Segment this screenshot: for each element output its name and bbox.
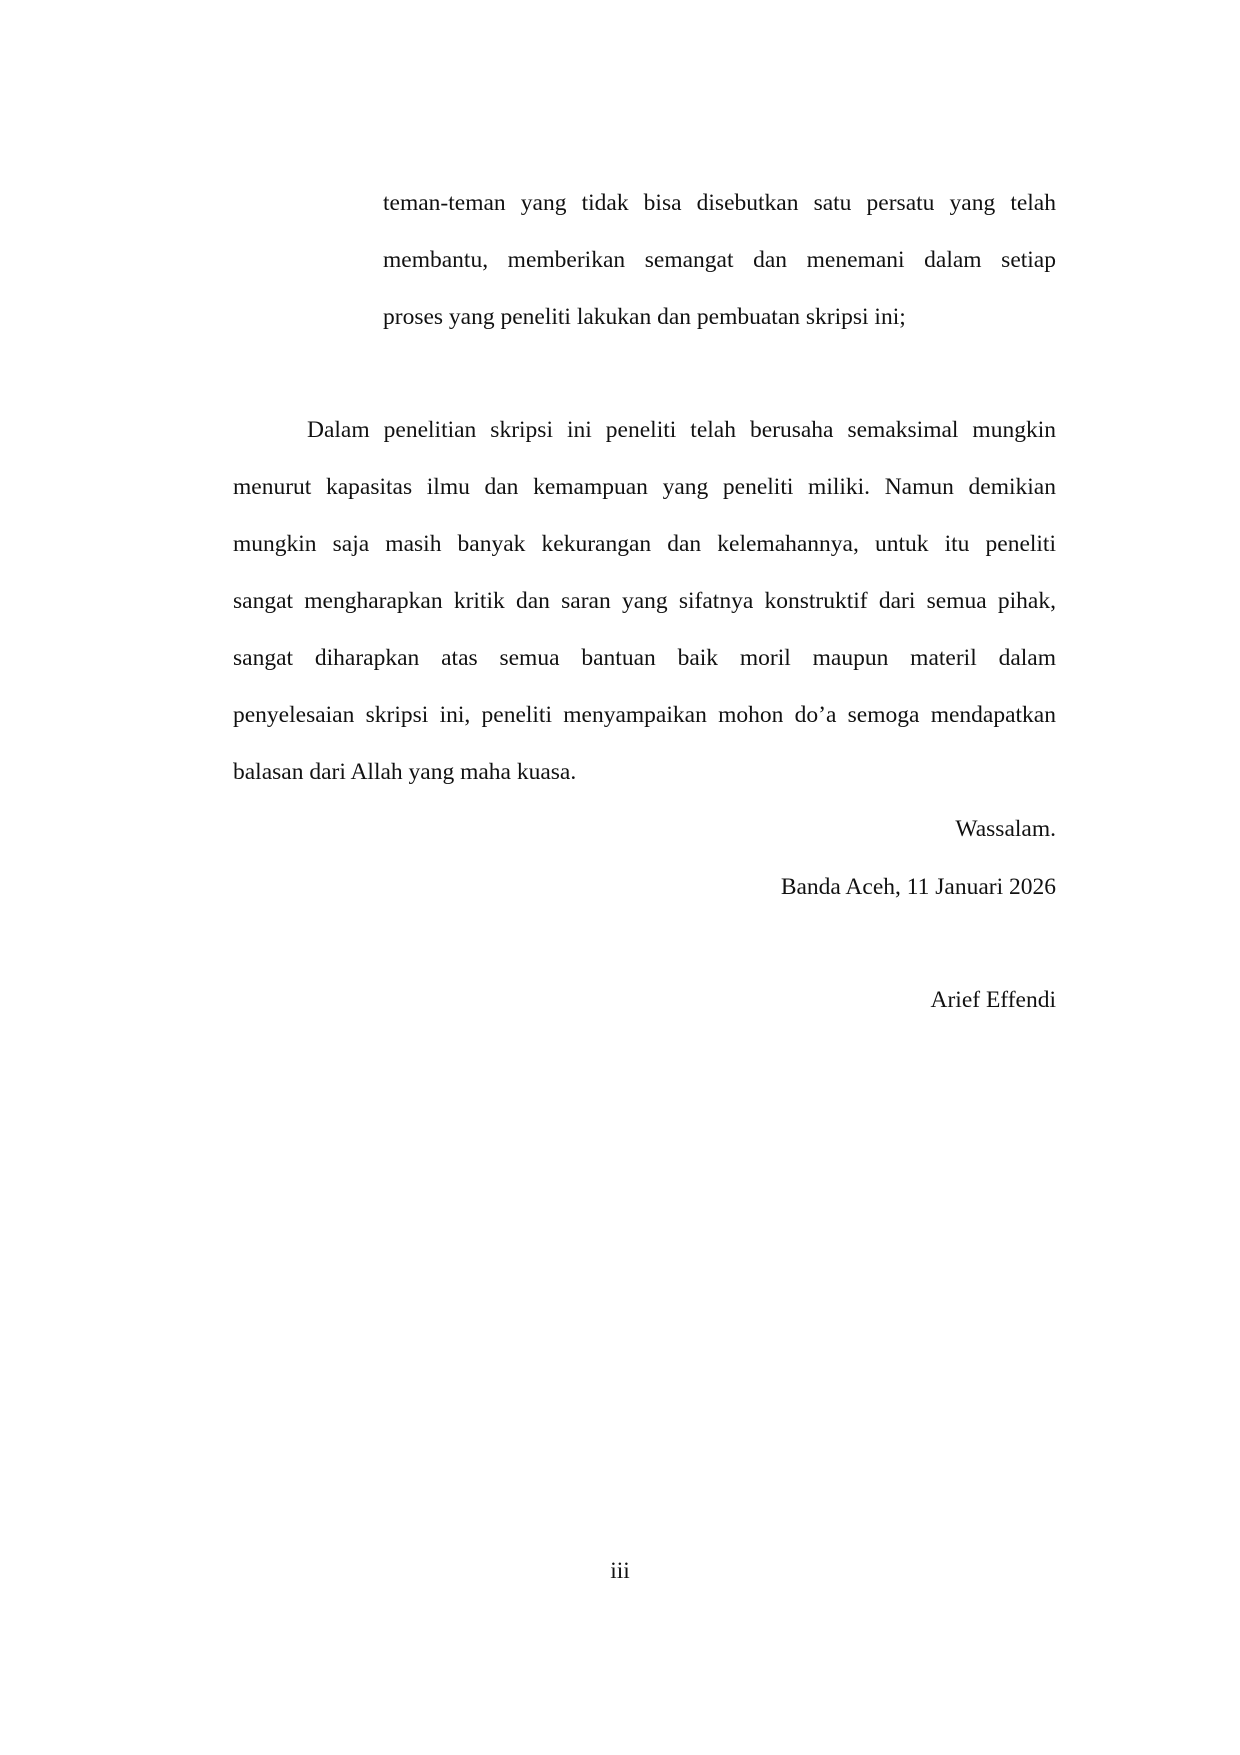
text-line: penyelesaian skripsi ini, peneliti menyampaikan mohon do’a semoga mendapatkan (233, 702, 1056, 728)
text-line: membantu, memberikan semangat dan menemani dalam setiap (383, 247, 1056, 273)
page-number: iii (610, 1558, 630, 1584)
text-line: proses yang peneliti lakukan dan pembuatan skripsi ini; (383, 304, 906, 330)
body-paragraph (233, 402, 1056, 801)
text-line: teman-teman yang tidak bisa disebutkan satu persatu yang telah (383, 190, 1056, 216)
author-name: Arief Effendi (930, 987, 1056, 1013)
closing-salutation: Wassalam. (955, 816, 1056, 842)
text-line: sangat mengharapkan kritik dan saran yang sifatnya konstruktif dari semua pihak, (233, 588, 1056, 614)
text-line: sangat diharapkan atas semua bantuan baik moril maupun materil dalam (233, 645, 1056, 671)
text-line: menurut kapasitas ilmu dan kemampuan yang peneliti miliki. Namun demikian (233, 474, 1056, 500)
text-line: Dalam penelitian skripsi ini peneliti telah berusaha semaksimal mungkin (307, 417, 1056, 443)
text-line: mungkin saja masih banyak kekurangan dan kelemahannya, untuk itu peneliti (233, 531, 1056, 557)
list-item-continuation (383, 175, 1056, 346)
text-line: balasan dari Allah yang maha kuasa. (233, 759, 577, 785)
place-and-date: Banda Aceh, 11 Januari 2026 (780, 874, 1056, 900)
